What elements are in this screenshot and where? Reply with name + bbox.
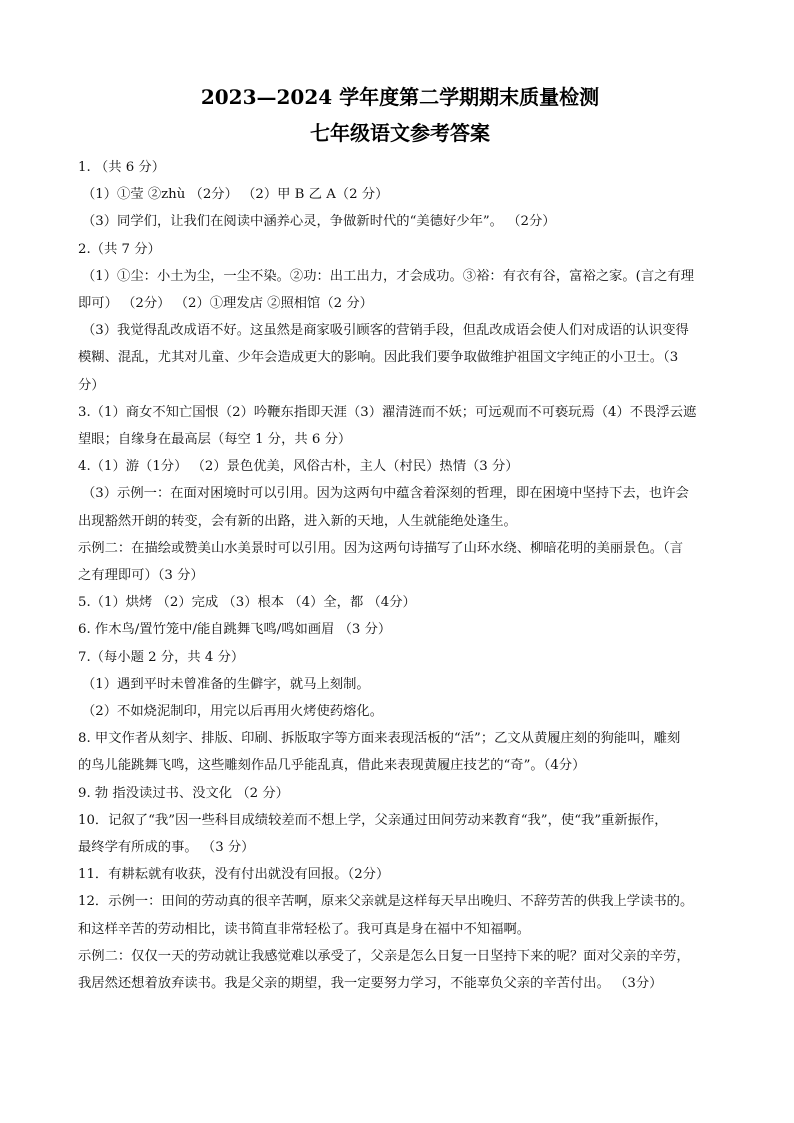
answer-line: 出现豁然开朗的转变，会有新的出路，进入新的天地，人生就能绝处逢生。	[78, 513, 517, 529]
answer-line: 望眼；自缘身在最高层（每空 1 分，共 6 分）	[78, 432, 352, 448]
answer-line: 11．有耕耘就有收获，没有付出就没有回报。（2分）	[78, 867, 390, 883]
answer-line: （3）示例一：在面对困境时可以引用。因为这两句中蕴含着深刻的哲理，即在困境中坚持下去，也许会	[82, 486, 689, 502]
answer-line: 3.（1）商女不知亡国恨（2）吟鞭东指即天涯（3）濯清涟而不妖；可远观而不可亵玩焉（4）不畏浮云遮	[78, 404, 697, 420]
answer-line: 5.（1）烘烤 （2）完成 （3）根本 （4）全，都 （4分）	[78, 595, 416, 611]
answer-line: 我居然还想着放弃读书。我是父亲的期望，我一定要努力学习，不能辜负父亲的辛苦付出。 （3分）	[78, 976, 663, 992]
answer-line: （1）①莹 ②zhù （2分） （2）甲 B 乙 A（2 分）	[82, 187, 389, 203]
answer-line: （3）我觉得乱改成语不好。这虽然是商家吸引顾客的营销手段，但乱改成语会使人们对成语的认识变得	[82, 323, 689, 339]
answer-line: 最终学有所成的事。 （3 分）	[78, 840, 255, 856]
answer-line: （3）同学们，让我们在阅读中涵养心灵，争做新时代的“美德好少年”。 （2分）	[82, 214, 556, 230]
document-title: 2023—2024 学年度第二学期期末质量检测	[200, 85, 600, 109]
answer-line: 7.（每小题 2 分，共 4 分）	[78, 649, 245, 665]
answer-line: 1. （共 6 分）	[78, 160, 166, 175]
answer-line: 8. 甲文作者从刻字、排版、印刷、拆版取字等方面来表现活板的“活”；乙文从黄履庄刻的狗能叫，雕刻	[78, 731, 681, 747]
answer-line: 9. 勃 指没读过书、没文化 （2 分）	[78, 785, 289, 801]
answer-line: （2）不如烧泥制印，用完以后再用火烤使药熔化。	[82, 704, 383, 720]
answer-lines	[78, 154, 722, 997]
answer-line: 6. 作木鸟/置竹笼中/能自跳舞飞鸣/鸣如画眉 （3 分）	[78, 622, 392, 638]
answer-line: 示例二：仅仅一天的劳动就让我感觉难以承受了，父亲是怎么日复一日坚持下来的呢？面对父亲的辛劳，	[78, 948, 690, 964]
answer-line: 即可） （2分） （2）①理发店 ②照相馆（2 分）	[78, 296, 373, 312]
answer-line: （1）遇到平时未曾准备的生僻字，就马上刻制。	[82, 676, 370, 692]
answer-line: 和这样辛苦的劳动相比，读书简直非常轻松了。我可真是身在福中不知福啊。	[78, 921, 531, 937]
answer-line: 10．记叙了“我”因一些科目成绩较差而不想上学，父亲通过田间劳动来教育“我”，使“我”重新振作，	[78, 812, 668, 828]
answer-line: 12．示例一：田间的劳动真的很辛苦啊，原来父亲就是这样每天早出晚归、不辞劳苦的供我上学读书的。	[78, 894, 694, 910]
document-subtitle: 七年级语文参考答案	[310, 121, 490, 145]
answer-line: 示例二：在描绘或赞美山水美景时可以引用。因为这两句诗描写了山环水绕、柳暗花明的美丽景色。（言	[78, 540, 684, 556]
answer-line: 分）	[78, 377, 105, 393]
answer-line: 2.（共 7 分）	[78, 241, 161, 257]
answer-line: 之有理即可）（3 分）	[78, 568, 204, 584]
answer-line: （1）①尘：小土为尘，一尘不染。②功：出工出力，才会成功。③裕：有衣有谷，富裕之家。(言之有理	[82, 268, 695, 284]
answer-line: 模糊、混乱，尤其对儿童、少年会造成更大的影响。因此我们要争取做维护祖国文字纯正的小卫士。（3	[78, 350, 679, 366]
answer-line: 4.（1）游（1分） （2）景色优美，风俗古朴，主人（村民）热情（3 分）	[78, 459, 519, 475]
answer-line: 的鸟儿能跳舞飞鸣，这些雕刻作品几乎能乱真，借此来表现黄履庄技艺的“奇”。（4分）	[78, 758, 586, 774]
